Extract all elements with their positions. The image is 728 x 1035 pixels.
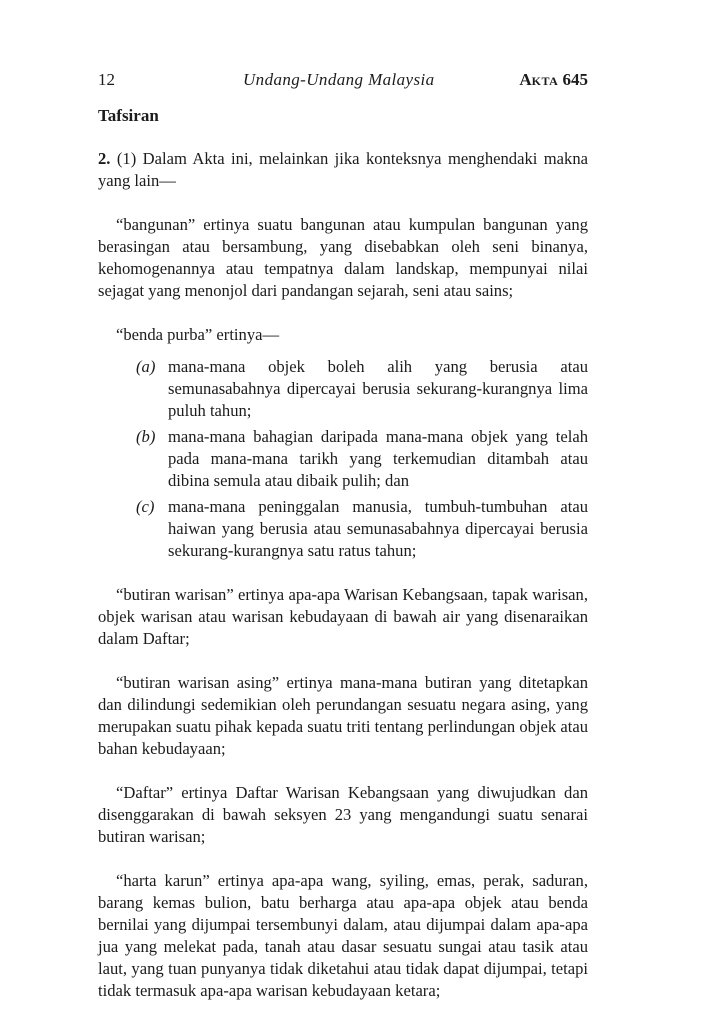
act-number: 645 [558,70,588,89]
item-text: mana-mana objek boleh alih yang berusia atau semunasabahnya dipercayai berusia sekurang-kurangnya lima puluh tahun; [168,357,588,420]
page-number: 12 [98,70,115,89]
list-item [98,496,588,562]
item-text: mana-mana bahagian daripada mana-mana objek yang telah pada mana-mana tarikh yang terkemudian ditambah atau dibina semula atau dibaik pulih; dan [168,427,588,490]
definition-bangunan: “bangunan” ertinya suatu bangunan atau kumpulan bangunan yang berasingan atau bersambung, yang disebabkan oleh seni binanya, kehomogenannya atau tempatnya dalam landskap, mempunyai nilai sejagat yang menonjol dari pandangan sejarah, seni atau sains; [98,215,588,300]
section-number: 2. [98,149,111,168]
definition-benda-purba: “benda purba” ertinya— [116,325,280,344]
act-label [519,70,588,90]
section-intro [98,148,588,192]
page-header [98,70,588,96]
list-item [98,426,588,492]
list-item [98,356,588,422]
item-label: (c) [136,497,155,516]
item-label: (a) [136,357,156,376]
item-label: (b) [136,427,156,446]
definition-butiran-warisan-asing: “butiran warisan asing” ertinya mana-mana butiran yang ditetapkan dan dilindungi sedemikian oleh perundangan sesuatu negara asing, yang merupakan suatu pihak kepada suatu triti tentang perlindungan objek atau bahan kebudayaan; [98,673,588,758]
definition-daftar: “Daftar” ertinya Daftar Warisan Kebangsaan yang diwujudkan dan disenggarakan di bawah seksyen 23 yang mengandungi suatu senarai butiran warisan; [98,783,588,846]
section-intro-text: (1) Dalam Akta ini, melainkan jika konteksnya menghendaki makna yang lain— [98,149,588,190]
document-page [98,70,588,1002]
item-text: mana-mana peninggalan manusia, tumbuh-tumbuhan atau haiwan yang berusia atau semunasabahnya dipercayai berusia sekurang-kurangnya satu ratus tahun; [168,497,588,560]
section-heading: Tafsiran [98,106,159,125]
act-smallcaps: KTA [531,74,559,88]
definition-harta-karun: “harta karun” ertinya apa-apa wang, syiling, emas, perak, saduran, barang kemas bulion, batu berharga atau apa-apa objek atau benda bernilai yang dijumpai tersembunyi dalam, atau dijumpai dalam apa-apa jua yang melekat pada, tanah atau dasar sesuatu sungai atau tasik atau laut, yang tuan punyanya tidak diketahui atau tidak dapat dijumpai, tetapi tidak termasuk apa-apa warisan kebudayaan ketara; [98,871,588,1000]
running-title: Undang-Undang Malaysia [243,70,435,89]
definition-butiran-warisan: “butiran warisan” ertinya apa-apa Warisan Kebangsaan, tapak warisan, objek warisan atau warisan kebudayaan di bawah air yang disenaraikan dalam Daftar; [98,585,588,648]
act-prefix: A [519,70,532,89]
